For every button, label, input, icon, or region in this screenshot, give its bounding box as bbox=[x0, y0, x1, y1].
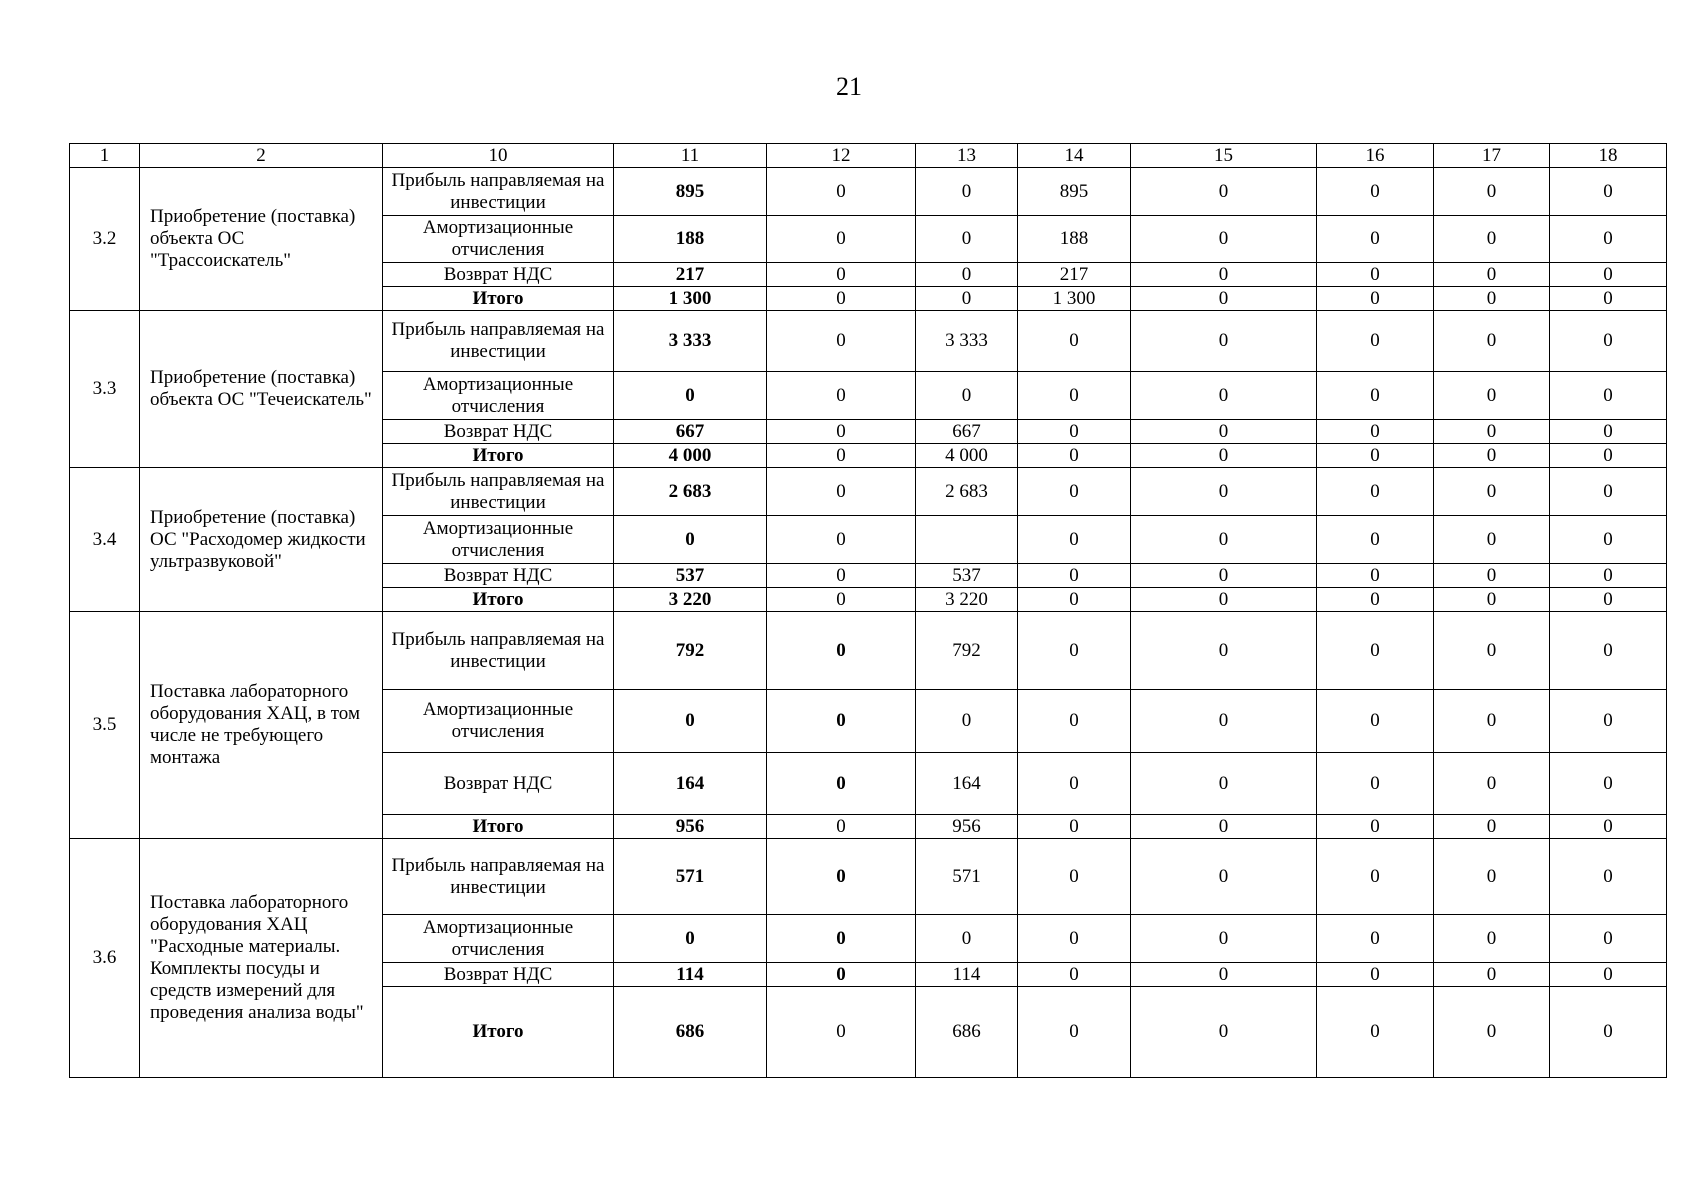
value-cell: 0 bbox=[767, 468, 916, 516]
value-cell: 164 bbox=[614, 753, 767, 815]
value-cell: 0 bbox=[1018, 372, 1131, 420]
value-cell: 0 bbox=[1550, 612, 1667, 690]
value-cell: 0 bbox=[1131, 690, 1317, 753]
value-cell: 0 bbox=[1018, 468, 1131, 516]
value-cell: 0 bbox=[1018, 311, 1131, 372]
column-header: 15 bbox=[1131, 144, 1317, 168]
value-cell: 0 bbox=[767, 263, 916, 287]
table-row bbox=[70, 311, 1667, 372]
item-number: 3.4 bbox=[70, 468, 140, 612]
value-cell: 0 bbox=[916, 372, 1018, 420]
value-cell: 0 bbox=[1317, 372, 1434, 420]
value-cell: 0 bbox=[767, 612, 916, 690]
value-cell: 0 bbox=[1018, 516, 1131, 564]
value-cell: 0 bbox=[1317, 168, 1434, 216]
value-cell: 0 bbox=[1550, 444, 1667, 468]
item-number: 3.5 bbox=[70, 612, 140, 839]
total-value: 956 bbox=[614, 815, 767, 839]
value-cell: 0 bbox=[1434, 815, 1550, 839]
value-cell: 0 bbox=[1550, 311, 1667, 372]
value-cell: 667 bbox=[916, 420, 1018, 444]
value-cell: 0 bbox=[916, 168, 1018, 216]
value-cell: 0 bbox=[1018, 564, 1131, 588]
column-header: 2 bbox=[140, 144, 383, 168]
value-cell: 188 bbox=[1018, 216, 1131, 263]
value-cell: 114 bbox=[916, 963, 1018, 987]
value-cell: 0 bbox=[1434, 612, 1550, 690]
value-cell: 0 bbox=[1434, 915, 1550, 963]
value-cell: 0 bbox=[1317, 612, 1434, 690]
value-cell: 0 bbox=[1018, 915, 1131, 963]
total-label: Итого bbox=[383, 444, 614, 468]
value-cell: 0 bbox=[1550, 420, 1667, 444]
value-cell: 0 bbox=[1131, 588, 1317, 612]
value-cell: 0 bbox=[1131, 372, 1317, 420]
funding-source: Амортизационные отчисления bbox=[383, 690, 614, 753]
value-cell: 0 bbox=[767, 372, 916, 420]
value-cell: 0 bbox=[1550, 564, 1667, 588]
value-cell: 0 bbox=[1550, 963, 1667, 987]
value-cell: 0 bbox=[1317, 815, 1434, 839]
value-cell: 895 bbox=[1018, 168, 1131, 216]
value-cell: 0 bbox=[767, 839, 916, 915]
value-cell: 667 bbox=[614, 420, 767, 444]
value-cell: 571 bbox=[614, 839, 767, 915]
value-cell: 0 bbox=[1317, 263, 1434, 287]
value-cell: 0 bbox=[1550, 588, 1667, 612]
value-cell: 0 bbox=[1131, 311, 1317, 372]
value-cell: 0 bbox=[1317, 690, 1434, 753]
value-cell: 3 333 bbox=[614, 311, 767, 372]
value-cell: 0 bbox=[1434, 690, 1550, 753]
value-cell: 0 bbox=[1018, 815, 1131, 839]
table-row bbox=[70, 612, 1667, 690]
funding-source: Амортизационные отчисления bbox=[383, 372, 614, 420]
value-cell: 0 bbox=[1018, 963, 1131, 987]
value-cell: 1 300 bbox=[1018, 287, 1131, 311]
value-cell: 0 bbox=[767, 444, 916, 468]
funding-source: Амортизационные отчисления bbox=[383, 216, 614, 263]
value-cell: 0 bbox=[916, 915, 1018, 963]
value-cell: 0 bbox=[1317, 216, 1434, 263]
value-cell: 0 bbox=[1317, 753, 1434, 815]
value-cell: 0 bbox=[1018, 444, 1131, 468]
value-cell: 0 bbox=[1131, 564, 1317, 588]
value-cell: 0 bbox=[1434, 987, 1550, 1078]
funding-source: Прибыль направляемая на инвестиции bbox=[383, 839, 614, 915]
table-row bbox=[70, 839, 1667, 915]
value-cell: 0 bbox=[1131, 915, 1317, 963]
value-cell: 0 bbox=[1131, 263, 1317, 287]
value-cell: 956 bbox=[916, 815, 1018, 839]
value-cell: 0 bbox=[1131, 839, 1317, 915]
value-cell: 0 bbox=[1131, 468, 1317, 516]
value-cell: 0 bbox=[767, 564, 916, 588]
value-cell: 0 bbox=[767, 311, 916, 372]
column-header: 13 bbox=[916, 144, 1018, 168]
total-value: 4 000 bbox=[614, 444, 767, 468]
value-cell: 0 bbox=[1317, 311, 1434, 372]
value-cell: 0 bbox=[1317, 564, 1434, 588]
funding-source: Прибыль направляемая на инвестиции bbox=[383, 168, 614, 216]
value-cell: 0 bbox=[767, 287, 916, 311]
value-cell: 0 bbox=[767, 588, 916, 612]
table-row bbox=[70, 468, 1667, 516]
value-cell: 217 bbox=[614, 263, 767, 287]
value-cell: 0 bbox=[1434, 311, 1550, 372]
value-cell: 3 333 bbox=[916, 311, 1018, 372]
value-cell: 0 bbox=[1317, 588, 1434, 612]
value-cell: 0 bbox=[1131, 516, 1317, 564]
value-cell: 0 bbox=[1434, 839, 1550, 915]
value-cell: 0 bbox=[1018, 690, 1131, 753]
value-cell: 0 bbox=[1434, 372, 1550, 420]
value-cell: 0 bbox=[614, 690, 767, 753]
value-cell: 0 bbox=[1434, 287, 1550, 311]
value-cell: 0 bbox=[1550, 168, 1667, 216]
column-header: 17 bbox=[1434, 144, 1550, 168]
investment-table bbox=[69, 143, 1667, 1078]
value-cell: 0 bbox=[1434, 168, 1550, 216]
page-number: 21 bbox=[836, 72, 862, 101]
value-cell: 0 bbox=[1018, 612, 1131, 690]
value-cell: 0 bbox=[1434, 588, 1550, 612]
item-name: Поставка лабораторного оборудования ХАЦ "Расходные материалы. Комплекты посуды и средств измерений для проведения анализа воды" bbox=[140, 839, 383, 1078]
value-cell: 895 bbox=[614, 168, 767, 216]
value-cell: 114 bbox=[614, 963, 767, 987]
value-cell: 0 bbox=[614, 372, 767, 420]
column-header: 11 bbox=[614, 144, 767, 168]
value-cell: 537 bbox=[916, 564, 1018, 588]
value-cell: 0 bbox=[1434, 516, 1550, 564]
item-name: Приобретение (поставка) объекта ОС "Течеискатель" bbox=[140, 311, 383, 468]
value-cell: 0 bbox=[1317, 915, 1434, 963]
value-cell: 0 bbox=[1434, 216, 1550, 263]
value-cell: 0 bbox=[1131, 444, 1317, 468]
funding-source: Возврат НДС bbox=[383, 263, 614, 287]
value-cell: 0 bbox=[1317, 444, 1434, 468]
value-cell: 0 bbox=[1550, 468, 1667, 516]
value-cell: 0 bbox=[1131, 168, 1317, 216]
value-cell: 0 bbox=[1434, 753, 1550, 815]
value-cell: 0 bbox=[1550, 372, 1667, 420]
value-cell: 0 bbox=[767, 216, 916, 263]
value-cell: 0 bbox=[1550, 263, 1667, 287]
value-cell: 0 bbox=[1434, 564, 1550, 588]
value-cell: 0 bbox=[916, 263, 1018, 287]
value-cell: 0 bbox=[767, 987, 916, 1078]
value-cell: 0 bbox=[1434, 963, 1550, 987]
value-cell: 2 683 bbox=[916, 468, 1018, 516]
value-cell: 0 bbox=[767, 963, 916, 987]
value-cell: 0 bbox=[767, 815, 916, 839]
funding-source: Амортизационные отчисления bbox=[383, 516, 614, 564]
value-cell: 0 bbox=[1317, 839, 1434, 915]
value-cell: 0 bbox=[1018, 839, 1131, 915]
value-cell: 188 bbox=[614, 216, 767, 263]
value-cell: 0 bbox=[1317, 287, 1434, 311]
value-cell: 2 683 bbox=[614, 468, 767, 516]
funding-source: Возврат НДС bbox=[383, 753, 614, 815]
funding-source: Прибыль направляемая на инвестиции bbox=[383, 468, 614, 516]
column-header: 10 bbox=[383, 144, 614, 168]
value-cell: 0 bbox=[1550, 987, 1667, 1078]
total-value: 686 bbox=[614, 987, 767, 1078]
item-name: Приобретение (поставка) объекта ОС "Трассоискатель" bbox=[140, 168, 383, 311]
value-cell: 792 bbox=[614, 612, 767, 690]
item-name: Поставка лабораторного оборудования ХАЦ, в том числе не требующего монтажа bbox=[140, 612, 383, 839]
value-cell: 0 bbox=[767, 420, 916, 444]
item-number: 3.6 bbox=[70, 839, 140, 1078]
value-cell: 0 bbox=[1131, 216, 1317, 263]
value-cell: 0 bbox=[767, 915, 916, 963]
column-header: 1 bbox=[70, 144, 140, 168]
column-header: 18 bbox=[1550, 144, 1667, 168]
column-header: 12 bbox=[767, 144, 916, 168]
value-cell: 0 bbox=[1550, 839, 1667, 915]
funding-source: Возврат НДС bbox=[383, 963, 614, 987]
value-cell: 0 bbox=[614, 915, 767, 963]
value-cell: 0 bbox=[1550, 915, 1667, 963]
value-cell: 0 bbox=[1434, 263, 1550, 287]
funding-source: Возврат НДС bbox=[383, 420, 614, 444]
value-cell: 0 bbox=[1317, 987, 1434, 1078]
item-number: 3.2 bbox=[70, 168, 140, 311]
value-cell: 4 000 bbox=[916, 444, 1018, 468]
funding-source: Амортизационные отчисления bbox=[383, 915, 614, 963]
value-cell: 0 bbox=[1550, 216, 1667, 263]
funding-source: Прибыль направляемая на инвестиции bbox=[383, 612, 614, 690]
table-row bbox=[70, 168, 1667, 216]
value-cell: 0 bbox=[1131, 815, 1317, 839]
total-label: Итого bbox=[383, 815, 614, 839]
value-cell: 0 bbox=[1317, 963, 1434, 987]
total-label: Итого bbox=[383, 588, 614, 612]
total-label: Итого bbox=[383, 987, 614, 1078]
value-cell: 3 220 bbox=[916, 588, 1018, 612]
value-cell: 0 bbox=[1018, 987, 1131, 1078]
item-name: Приобретение (поставка) ОС "Расходомер жидкости ультразвуковой" bbox=[140, 468, 383, 612]
value-cell: 0 bbox=[767, 168, 916, 216]
funding-source: Возврат НДС bbox=[383, 564, 614, 588]
funding-source: Прибыль направляемая на инвестиции bbox=[383, 311, 614, 372]
value-cell: 0 bbox=[1018, 753, 1131, 815]
value-cell: 0 bbox=[916, 690, 1018, 753]
value-cell: 0 bbox=[767, 690, 916, 753]
value-cell: 0 bbox=[1550, 690, 1667, 753]
value-cell: 0 bbox=[1018, 420, 1131, 444]
value-cell: 0 bbox=[614, 516, 767, 564]
value-cell: 0 bbox=[916, 216, 1018, 263]
column-number-row bbox=[70, 144, 1667, 168]
value-cell: 0 bbox=[1550, 815, 1667, 839]
column-header: 14 bbox=[1018, 144, 1131, 168]
value-cell: 0 bbox=[1550, 753, 1667, 815]
value-cell: 0 bbox=[1131, 612, 1317, 690]
value-cell: 0 bbox=[1131, 753, 1317, 815]
value-cell: 0 bbox=[767, 516, 916, 564]
value-cell: 0 bbox=[1434, 420, 1550, 444]
value-cell: 686 bbox=[916, 987, 1018, 1078]
column-header: 16 bbox=[1317, 144, 1434, 168]
total-value: 1 300 bbox=[614, 287, 767, 311]
total-label: Итого bbox=[383, 287, 614, 311]
value-cell: 217 bbox=[1018, 263, 1131, 287]
value-cell: 0 bbox=[1434, 468, 1550, 516]
value-cell: 0 bbox=[1131, 963, 1317, 987]
value-cell: 0 bbox=[1317, 420, 1434, 444]
value-cell: 0 bbox=[1131, 287, 1317, 311]
value-cell: 571 bbox=[916, 839, 1018, 915]
value-cell: 0 bbox=[1550, 516, 1667, 564]
value-cell: 0 bbox=[1018, 588, 1131, 612]
value-cell bbox=[916, 516, 1018, 564]
value-cell: 0 bbox=[916, 287, 1018, 311]
item-number: 3.3 bbox=[70, 311, 140, 468]
value-cell: 164 bbox=[916, 753, 1018, 815]
value-cell: 0 bbox=[1317, 468, 1434, 516]
value-cell: 0 bbox=[767, 753, 916, 815]
value-cell: 792 bbox=[916, 612, 1018, 690]
value-cell: 0 bbox=[1131, 987, 1317, 1078]
value-cell: 0 bbox=[1131, 420, 1317, 444]
value-cell: 0 bbox=[1317, 516, 1434, 564]
total-value: 3 220 bbox=[614, 588, 767, 612]
value-cell: 0 bbox=[1550, 287, 1667, 311]
value-cell: 0 bbox=[1434, 444, 1550, 468]
value-cell: 537 bbox=[614, 564, 767, 588]
